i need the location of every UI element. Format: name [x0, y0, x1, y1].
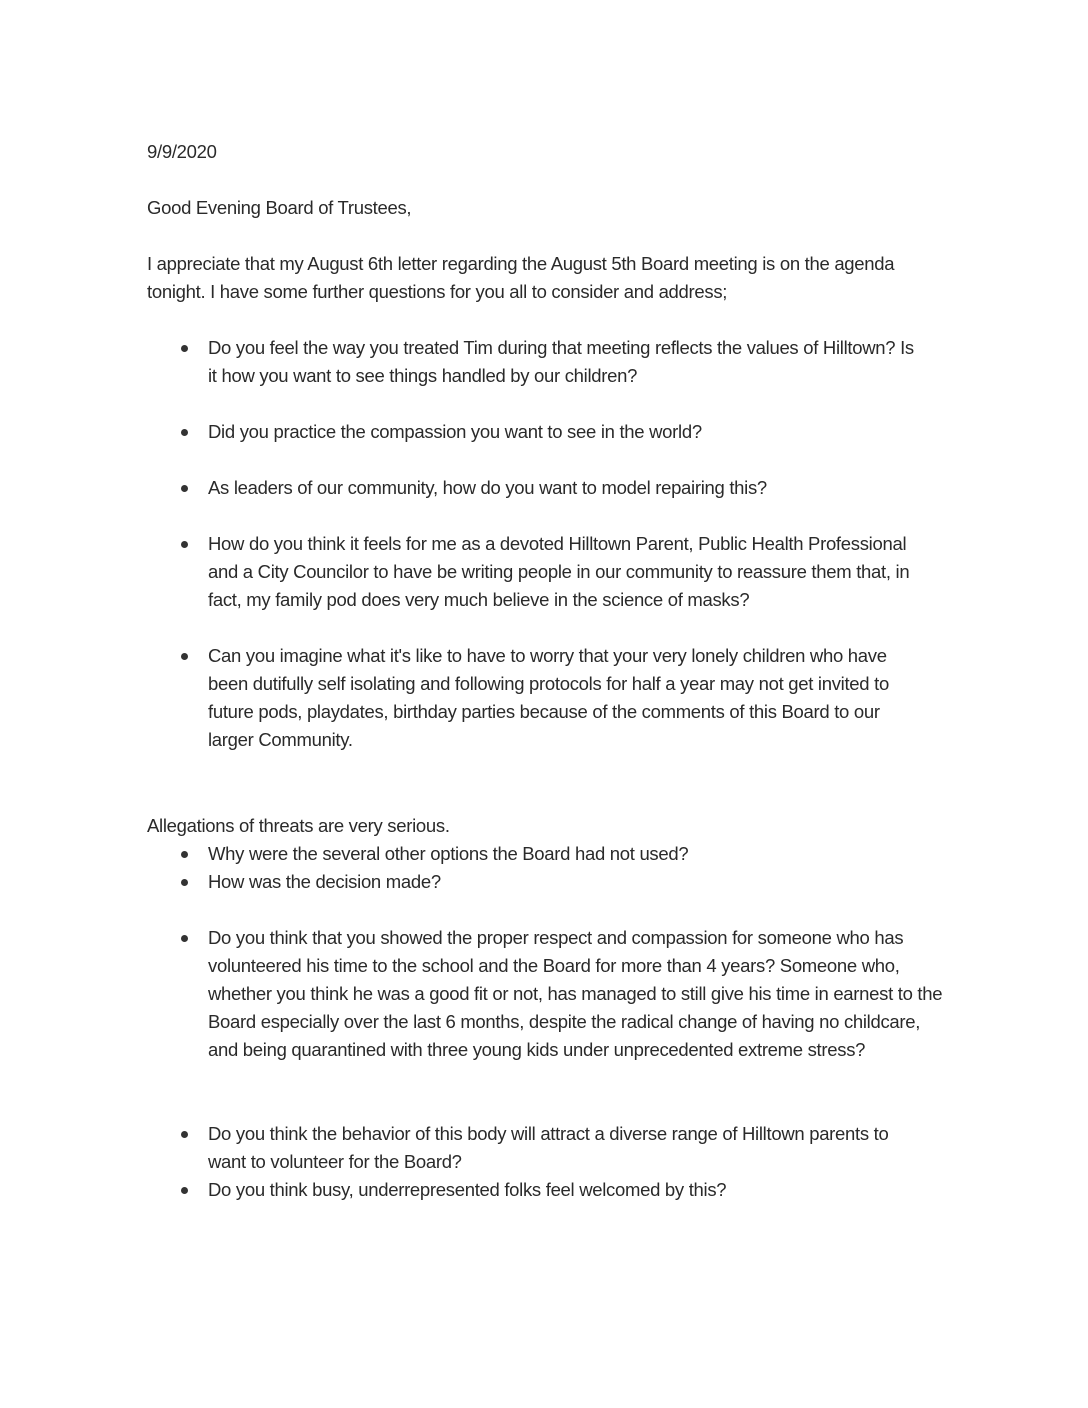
- bullet-icon: [181, 653, 188, 660]
- bullet-icon: [181, 345, 188, 352]
- questions-list-1: [147, 334, 917, 754]
- list-item: As leaders of our community, how do you want to model repairing this?: [147, 474, 917, 502]
- bullet-icon: [181, 879, 188, 886]
- list-item: Do you feel the way you treated Tim during that meeting reflects the values of Hilltown? Is it how you want to see things handled by our children?: [147, 334, 917, 390]
- bullet-icon: [181, 485, 188, 492]
- list-item: Do you think busy, underrepresented folks feel welcomed by this?: [147, 1176, 917, 1204]
- bullet-icon: [181, 1131, 188, 1138]
- list-item: Do you think the behavior of this body will attract a diverse range of Hilltown parents to want to volunteer for the Board?: [147, 1120, 917, 1176]
- questions-list-3: [147, 924, 947, 1064]
- list-item: Can you imagine what it's like to have to worry that your very lonely children who have been dutifully self isolating and following protocols for half a year may not get invited to future pods, playdates, birthday parties because of the comments of this Board to our larger Community.: [147, 642, 917, 754]
- list-item: How do you think it feels for me as a devoted Hilltown Parent, Public Health Professional and a City Councilor to have be writing people in our community to reassure them that, in fact, my family pod does very much believe in the science of masks?: [147, 530, 917, 614]
- bullet-icon: [181, 541, 188, 548]
- questions-list-4: [147, 1120, 917, 1204]
- salutation: Good Evening Board of Trustees,: [147, 197, 412, 218]
- bullet-icon: [181, 935, 188, 942]
- letter-date: 9/9/2020: [147, 141, 217, 162]
- list-item: Do you think that you showed the proper respect and compassion for someone who has volunteered his time to the school and the Board for more than 4 years? Someone who, whether you think he was a good fit or not, has managed to still give his time in earnest to the Board especially over the last 6 months, despite the radical change of having no childcare, and being quarantined with three young kids under unprecedented extreme stress?: [147, 924, 947, 1064]
- questions-list-2: [147, 840, 917, 896]
- intro-paragraph: I appreciate that my August 6th letter regarding the August 5th Board meeting is on the agenda tonight. I have some further questions for you all to consider and address;: [147, 253, 895, 302]
- bullet-icon: [181, 1187, 188, 1194]
- bullet-icon: [181, 429, 188, 436]
- list-item: Why were the several other options the Board had not used?: [147, 840, 917, 868]
- list-item: Did you practice the compassion you want to see in the world?: [147, 418, 917, 446]
- threats-heading: Allegations of threats are very serious.: [147, 815, 450, 836]
- bullet-icon: [181, 851, 188, 858]
- list-item: How was the decision made?: [147, 868, 917, 896]
